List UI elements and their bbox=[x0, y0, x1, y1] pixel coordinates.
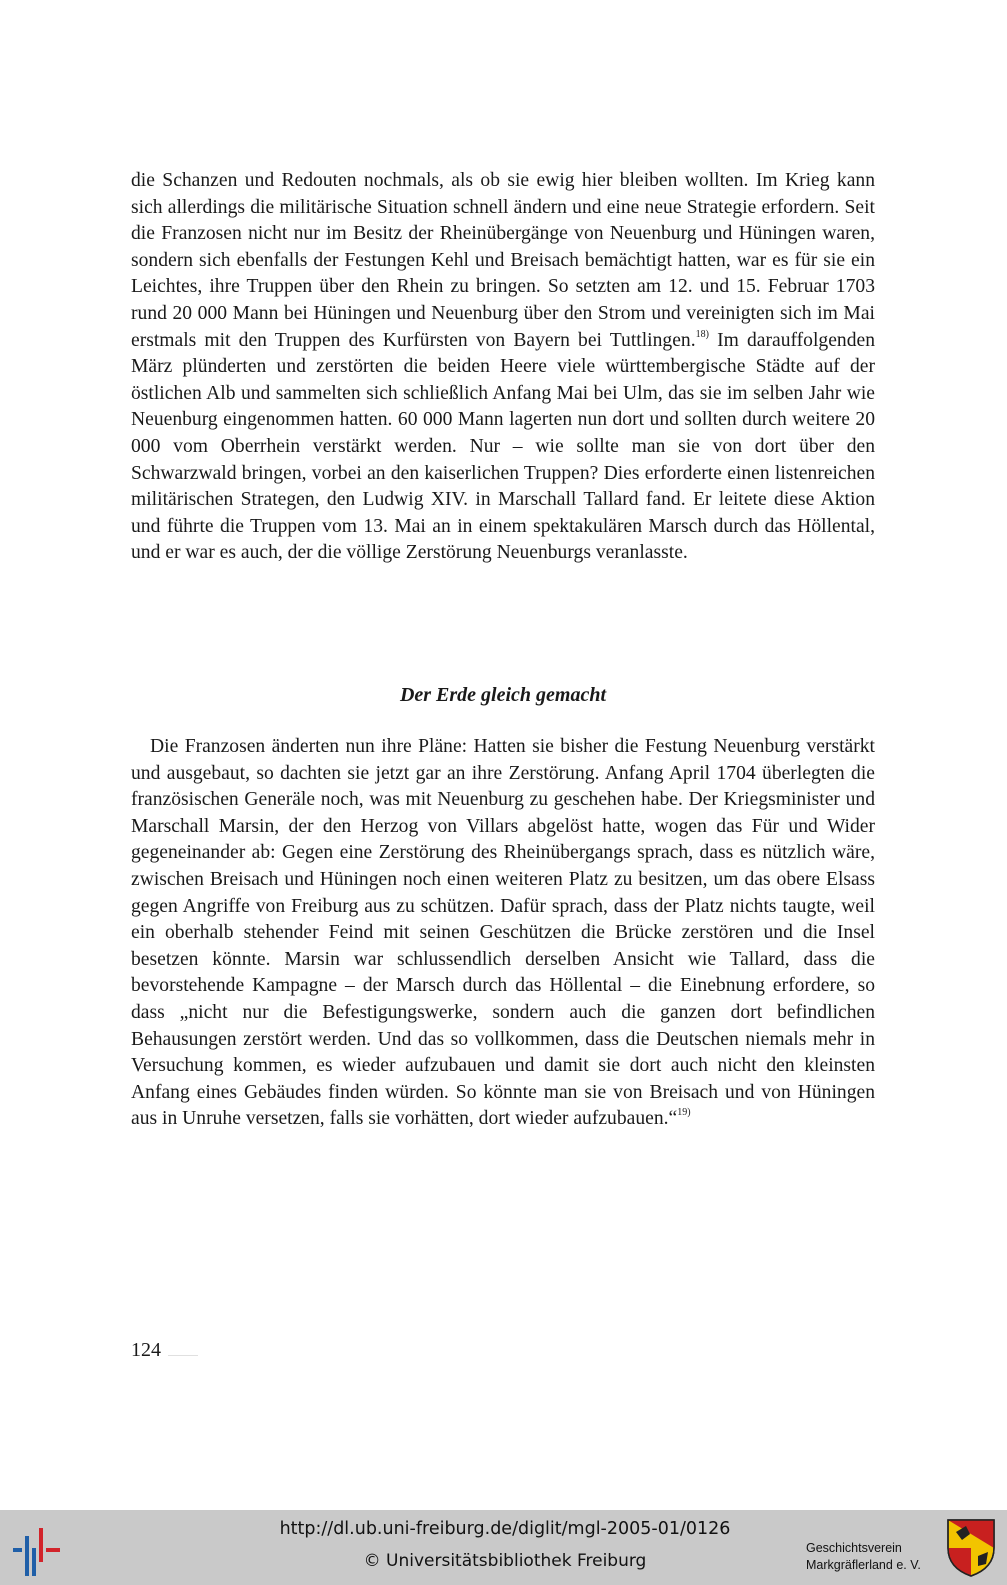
section-heading: Der Erde gleich gemacht bbox=[399, 684, 607, 706]
footer-bar bbox=[0, 1510, 1007, 1585]
footnote-ref-19: 19) bbox=[677, 1107, 691, 1119]
society-line-1: Geschichtsverein bbox=[806, 1541, 902, 1555]
footer-society-name bbox=[806, 1540, 936, 1574]
footer-copyright: © Universitätsbibliothek Freiburg bbox=[363, 1551, 647, 1571]
paragraph-1-text: die Schanzen und Redouten nochmals, als ob sie ewig hier bleiben wollten. Im Krieg kann sich allerdings die militärische Situation schnell ändern und eine neue Strategie erfordern. Seit die Franzosen nicht nur im Besitz der Rheinübergänge von Neuenburg und Hüningen waren, sondern sich ebenfalls der Festungen Kehl und Breisach bemächtigt hatten, war es für sie ein Leichtes, ihre Truppen über den Rhein zu bringen. So setzten am 12. und 15. Februar 1703 rund 20 000 Mann bei Hüningen und Neuenburg über den Strom und vereinigten sich im Mai erstmals mit den Truppen des Kurfürsten von Bayern bei Tuttlingen. bbox=[131, 170, 875, 351]
footnote-ref-18: 18) bbox=[695, 328, 709, 340]
footer-url-link[interactable]: http://dl.ub.uni-freiburg.de/diglit/mgl-2005-01/0126 bbox=[279, 1519, 731, 1539]
paragraph-2 bbox=[131, 734, 875, 1133]
paragraph-1-continuation: Im darauffolgenden März plünderten und zerstörten die beiden Heere viele württembergische Städte auf der östlichen Alb und sammelten sich schließlich Anfang Mai bei Ulm, das sie im selben Jahr wie Neuenburg eingenommen hatten. 60 000 Mann lagerten nun dort und sollten durch weitere 20 000 vom Oberrhein verstärkt werden. Nur – wie sollte man sie von dort über den Schwarzwald bringen, vorbei an den kaiserlichen Truppen? Dies erforderte einen listenreichen militärischen Strategen, den Ludwig XIV. in Marschall Tallard fand. Er leitete diese Aktion und führte die Truppen vom 13. Mai an in einem spektakulären Marsch durch das Höllental, und er war es auch, der die völlige Zerstörung Neuenburgs veranlasste. bbox=[131, 329, 876, 564]
paragraph-1 bbox=[131, 168, 875, 567]
coat-of-arms-icon[interactable] bbox=[946, 1518, 996, 1578]
page-number-rule bbox=[168, 1355, 198, 1356]
ub-freiburg-logo-icon[interactable] bbox=[10, 1522, 66, 1578]
page-number: 124 bbox=[131, 1339, 161, 1361]
paragraph-2-text: Die Franzosen änderten nun ihre Pläne: Hatten sie bisher die Festung Neuenburg verstärkt und ausgebaut, so dachten sie jetzt gar an ihre Zerstörung. Anfang April 1704 überlegten die französischen Generäle noch, was mit Neuenburg zu geschehen habe. Der Kriegsminister und Marschall Marsin, der den Herzog von Villars abgelöst hatte, wogen das Für und Wider gegeneinander ab: Gegen eine Zerstörung des Rheinübergangs sprach, dass es nützlich wäre, zwischen Breisach und Hüningen noch einen weiteren Platz zu besitzen, um das obere Elsass gegen Angriffe von Freiburg aus zu schützen. Dafür sprach, dass der Platz nichts taugte, weil ein oberhalb stehender Feind mit seinen Geschützen die Brücke zerstören und die Insel besetzen könnte. Marsin war schlussendlich derselben Ansicht wie Tallard, dass die bevorstehende Kampagne – der Marsch durch das Höllental – die Einebnung erfordere, so dass „nicht nur die Befestigungswerke, sondern auch die ganzen dort befindlichen Behausungen zerstört werden. Und das so vollkommen, dass die Deutschen niemals mehr in Versuchung kommen, es wieder aufzubauen und damit sie dort auch nicht den kleinsten Anfang eines Gebäudes finden würden. So könnte man sie von Breisach und von Hüningen aus in Unruhe versetzen, falls sie vorhätten, dort wieder aufzubauen.“ bbox=[131, 736, 875, 1130]
society-line-2: Markgräflerland e. V. bbox=[806, 1558, 921, 1572]
